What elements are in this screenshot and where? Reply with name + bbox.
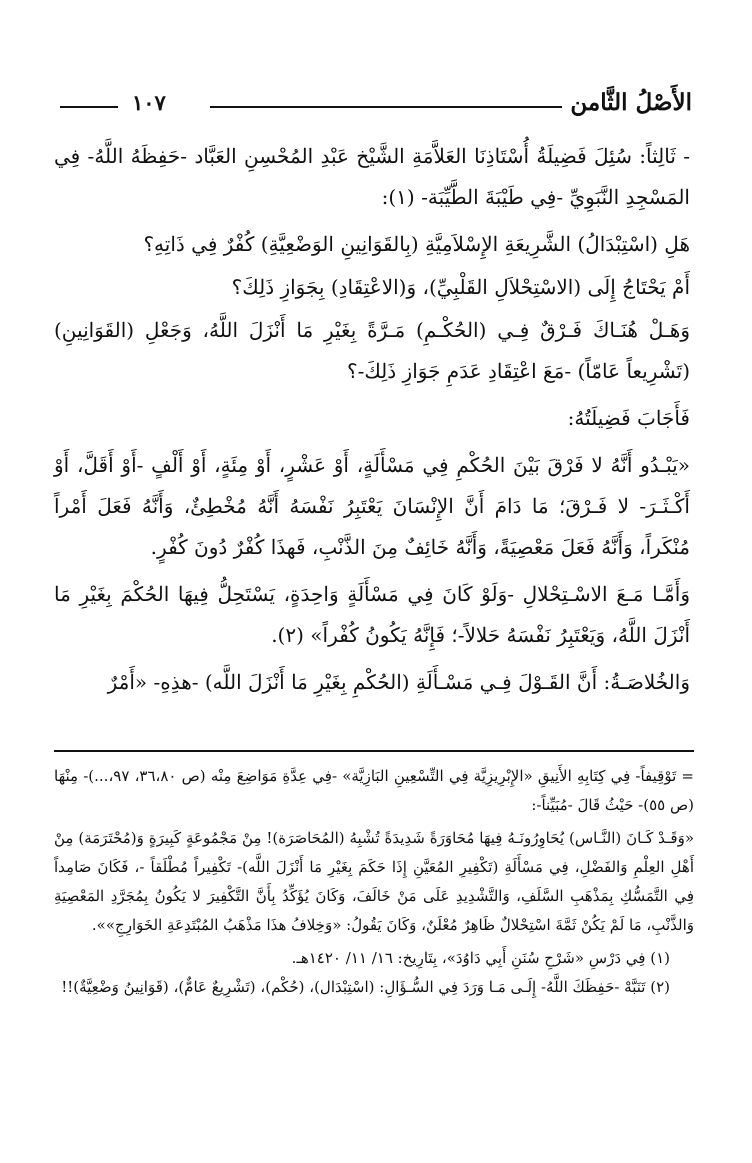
paragraph-conclusion: وَالخُلاصَـةُ: أَنَّ القَـوْلَ فِـي مَسْـأَلَةِ (الحُكْمِ بِغَيْرِ مَا أَنْزَلَ اللَّه) -هذِهِ- «أَمْرٌ — [107, 670, 690, 694]
header-rule — [210, 106, 562, 108]
footnote-1: (١) فِي دَرْسِ «شَرْحِ سُنَنِ أَبِي دَاوُدَ»، بِتَارِيخ: ١٦/ ١١/ ١٤٢٠هـ. — [291, 949, 670, 967]
paragraph-question-1: هَلِ (اسْتِبْدَالُ) الشَّرِيعَةِ الإِسْلاَمِيَّةِ (بِالقَوَانِينِ الوَضْعِيَّةِ) كُفْرٌ فِي ذَاتِهِ؟ — [143, 232, 690, 256]
footnote-quote: «وَقَـدْ كَـانَ (النَّـاس) يُحَاوِرُونَـهُ فِيهَا مُحَاوَرَةً شَدِيدَةً تُشْبِهُ (المُحَاصَرَة)! مِنْ مَجْمُوعَةٍ كَبِيرَةٍ وَ(مُحْتَرَمَة) مِنْ أَهْلِ العِلْمِ وَالفَضْلِ، فِي مَسْأَلَةِ (تَكْفِيرِ المُعَيَّنِ إِذَا حَكَمَ بِغَيْرِ مَا أَنْزَلَ اللَّه)- تَكْفِيراً مُطْلَقاً -، فَكَانَ صَامِداً فِي التَّمَسُّكِ بِمَذْهَبِ السَّلَفِ، وَالتَّشْدِيدِ عَلَى مَنْ خَالَفَ، وَكَانَ يُؤَكِّدُ بِأَنَّ التَّكْفِيرَ لا يَكُونُ بِمُجَرَّدِ المَعْصِيَةِ وَالذَّنْبِ، مَا لَمْ يَكُنْ ثَمَّةَ اسْتِحْلالٌ ظَاهِرٌ مُعْلَنٌ، وَكَانَ يَقُولُ: «وَخِلافُ هذَا مَذْهَبُ المُبْتَدِعَةِ الخَوَارِجِ»». — [54, 829, 694, 934]
footnotes — [54, 762, 694, 1006]
main-text — [54, 136, 690, 709]
paragraph-answer-intro: فَأَجَابَ فَضِيلَتُهُ: — [567, 406, 690, 430]
page-header — [60, 78, 692, 128]
paragraph-answer-2: وَأَمَّـا مَـعَ الاسْـتِحْلالِ -وَلَوْ كَانَ فِي مَسْأَلَةٍ وَاحِدَةٍ، يَسْتَحِلُّ فِيهَا الحُكْمَ بِغَيْرِ مَا أَنْزَلَ اللَّهُ، وَيَعْتَبِرُ نَفْسَهُ حَلالاً-؛ فَإِنَّهُ يَكُونُ كُفْراً» (٢). — [54, 582, 690, 647]
page-number: ١٠٧ — [132, 90, 166, 115]
footnote-separator — [54, 750, 694, 752]
paragraph-question-intro: - ثَالِثاً: سُئِلَ فَضِيلَةُ أُسْتَاذِنَا العَلاَّمَةِ الشَّيْخ عَبْدِ المُحْسِنِ العَبَّاد -حَفِظَهُ اللَّهُ- فِي المَسْجِدِ النَّبَوِيِّ -فِي طَيْبَةَ الطَّيِّبَة- (١): — [54, 144, 690, 209]
running-title: الأَصْلُ الثَّامن — [570, 89, 692, 116]
footnote-2: (٢) تَنَبَّهْ -حَفِظَكَ اللَّهُ- إِلَـى مَـا وَرَدَ فِي السُّـؤَالِ: (اسْتِبْدَال)، (حُكْم)، (تَشْرِيعٌ عَامٌّ)، (قَوَانِينُ وَضْعِيَّةٌ)!! — [61, 978, 670, 996]
paragraph-question-3: وَهَـلْ هُنَـاكَ فَـرْقٌ فِـي (الحُكْـمِ) مَـرَّةً بِغَيْرِ مَا أَنْزَلَ اللَّهُ، وَجَعْلِ (القَوَانِينِ) (تَشْرِيعاً عَامّاً) -مَعَ اعْتِقَادِ عَدَمِ جَوَازِ ذَلِكَ-؟ — [54, 318, 690, 383]
paragraph-question-2: أَمْ يَحْتَاجُ إِلَى (الاسْتِحْلاَلِ القَلْبِيِّ)، وَ(الاعْتِقَادِ) بِجَوَازِ ذَلِكَ؟ — [231, 275, 690, 299]
header-rule-left — [60, 106, 118, 108]
paragraph-answer-1: «يَبْـدُو أَنَّهُ لا فَرْقَ بَيْنَ الحُكْمِ فِي مَسْأَلَةٍ، أَوْ عَشْرٍ، أَوْ مِئَةٍ، أَوْ أَلْفٍ -أَوْ أَقَلَّ، أَوْ أَكْـثَـرَ- لا فَـرْقَ؛ مَا دَامَ أَنَّ الإِنْسَانَ يَعْتَبِرُ نَفْسَهُ أَنَّهُ مُخْطِئٌ، وَأَنَّهُ فَعَلَ أَمْراً مُنْكَراً، وَأَنَّهُ فَعَلَ مَعْصِيَةً، وَأَنَّهُ خَائِفٌ مِنَ الذَّنْبِ، فَهذَا كُفْرٌ دُونَ كُفْرٍ. — [54, 453, 690, 559]
footnote-continuation: = تَوْقِيفاً- فِي كِتَابِهِ الأَنِيقِ «الإِبْرِيزِيَّة فِي التِّسْعِينِ البَازِيَّة» -فِي عِدَّةِ مَوَاضِعَ مِنْه (ص ٣٦،٨٠، ٩٧،...)- مِنْهَا (ص ٥٥)- حَيْثُ قَالَ -مُبَيِّناً-: — [54, 767, 694, 814]
